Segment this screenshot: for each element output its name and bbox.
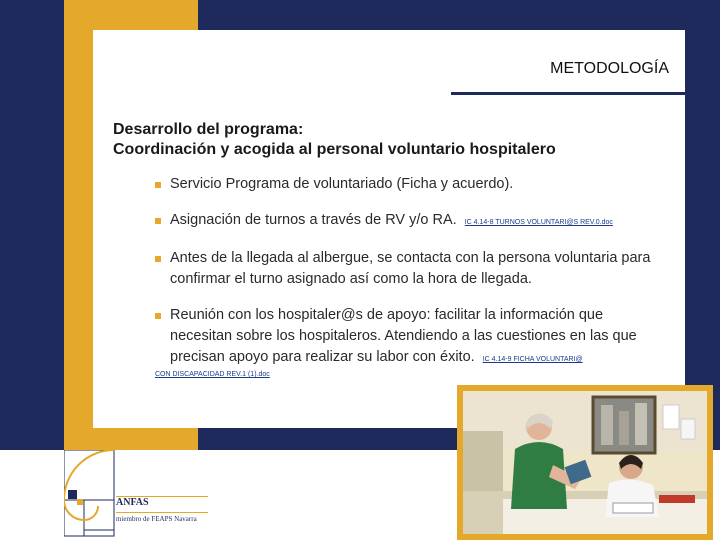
square-bullet-icon xyxy=(155,313,161,319)
bullet-text: Servicio Programa de voluntariado (Ficha y acuerdo). xyxy=(170,176,514,192)
logo-tagline: miembro de FEAPS Navarra xyxy=(116,515,197,523)
square-bullet-icon xyxy=(155,256,161,262)
document-link[interactable]: IC 4.14-9 FICHA VOLUNTARI@ xyxy=(482,356,583,363)
bullet-text: Reunión con los hospitaler@s de apoyo: facilitar la información que necesitan sobre los hospitaleros. Atendiendo a las cuestiones en las que precisan apoyo para realizar su labor con éxito. xyxy=(170,307,637,365)
bullet-text: Asignación de turnos a través de RV y/o RA. xyxy=(170,212,457,228)
square-bullet-icon xyxy=(155,218,161,224)
square-bullet-icon xyxy=(155,182,161,188)
content-panel xyxy=(93,30,685,428)
heading-line-1: Desarrollo del programa: xyxy=(113,121,304,138)
golden-spiral-icon xyxy=(64,450,208,540)
document-link-continuation[interactable]: CON DISCAPACIDAD REV.1 (1).doc xyxy=(155,371,270,378)
list-item xyxy=(155,210,669,233)
list-item xyxy=(155,305,669,380)
volunteers-photo xyxy=(457,385,713,540)
heading-line-2: Coordinación y acogida al personal voluntario hospitalero xyxy=(113,141,556,158)
photo-illustration xyxy=(463,391,707,534)
logo-divider xyxy=(116,512,208,513)
section-heading xyxy=(113,120,556,160)
bullet-list xyxy=(155,174,669,395)
document-link[interactable]: IC 4.14-8 TURNOS VOLUNTARI@S REV.0.doc xyxy=(464,219,613,226)
logo-name: ANFAS xyxy=(116,497,149,508)
slide-title: METODOLOGÍA xyxy=(550,60,669,77)
anfas-logo xyxy=(64,450,208,540)
list-item xyxy=(155,174,669,195)
list-item xyxy=(155,248,669,290)
bullet-text: Antes de la llegada al albergue, se contacta con la persona voluntaria para confirmar el turno asignado así como la hora de llegada. xyxy=(170,250,651,287)
title-underline xyxy=(451,92,685,95)
